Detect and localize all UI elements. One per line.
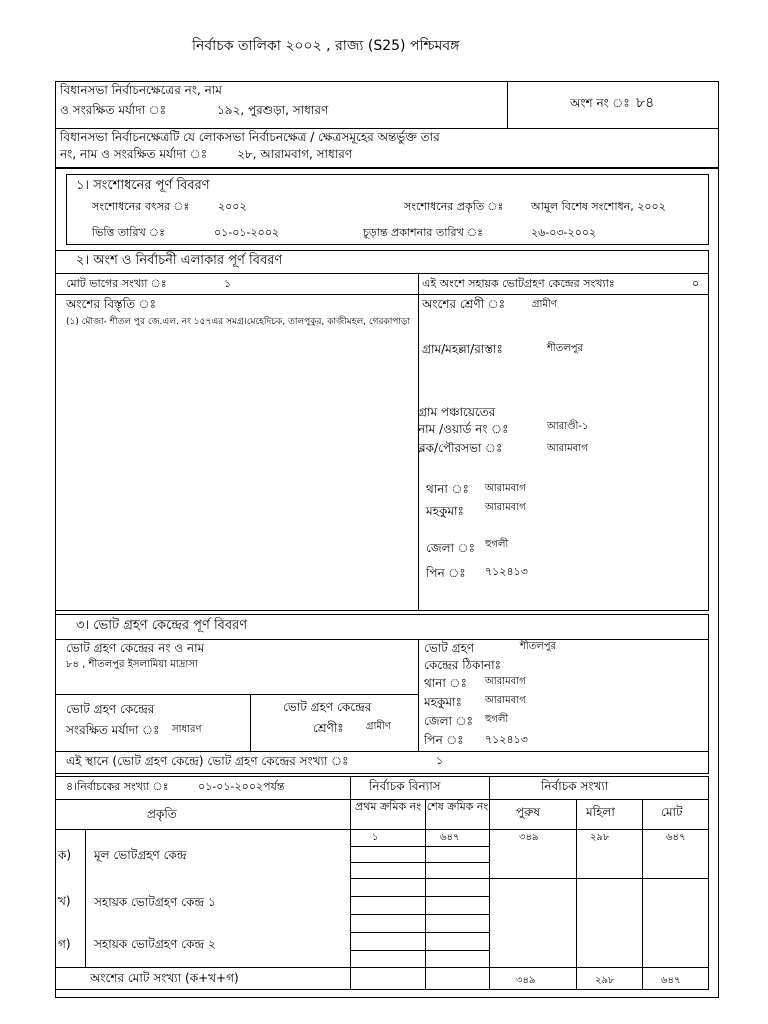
row-c-mark: গ) [58,937,71,951]
station-address-value: শীতলপুর [520,641,557,652]
section1-heading: ১। সংশোধনের পূর্ণ বিবরণ [76,178,210,193]
part-category-value: গ্রামীণ [532,299,557,310]
part-category-label: অংশের শ্রেণী ঃ [422,297,506,311]
station-count-value: ১ [436,754,444,767]
row-a-total: ৬৪৭ [666,832,686,843]
revision-year-value: ২০০২ [218,200,247,213]
electors-count-date: ০১-০১-২০০২পর্যন্ত [198,780,285,793]
section3-heading: ৩। ভোট গ্রহণ কেন্দ্রের পূর্ণ বিবরণ [76,618,248,633]
station-type-label-2: শ্রেণীঃ [313,721,344,735]
district-value: হুগলী [485,539,509,550]
assembly-label-2: ও সংরক্ষিত মর্যাদা ঃ [60,103,167,117]
part-number-label: অংশ নং ঃ [570,96,630,110]
count-header: নির্বাচক সংখ্যা [541,779,609,793]
subdivision-value: আরামবাগ [485,502,526,513]
station-pin-label: পিন ঃ [424,733,464,747]
block-label: ব্লক/পৌরসভা ঃ [418,441,503,455]
extent-label: অংশের বিস্তৃতি ঃ [66,297,157,311]
row-b-mark: খ) [58,894,71,908]
village-value: শীতলপুর [547,343,584,354]
station-district-value: হুগলী [485,714,509,725]
reserved-status-value: সাধারণ [172,724,202,735]
row-a-male: ৩৪৯ [519,832,539,843]
subdivision-label: মহকুমাঃ [426,504,464,518]
assembly-value: ১৯২, পুরশুড়া, সাধারণ [217,103,329,117]
station-address-label-2: কেন্দ্রের ঠিকানাঃ [424,658,501,672]
row-a-label: মূল ভোটগ্রহণ কেন্দ্র [94,848,187,862]
total-parts-label: মোট ভাগের সংখ্যা ঃ [66,277,167,290]
row-a-first: ১ [372,832,379,843]
aux-stations-label: এই অংশে সহায়ক ভোটগ্রহণ কেন্দ্রের সংখ্যাঃ [422,277,615,290]
block-value: আরামবাগ [547,443,588,454]
first-serial-header: প্রথম ক্রমিক নং [355,800,421,813]
female-header: মহিলা [586,805,615,819]
station-thana-value: আরামবাগ [485,676,526,687]
station-type-value: গ্রামীণ [366,721,391,732]
pin-label: পিন ঃ [426,566,466,580]
basis-date-label: ভিত্তি তারিখ ঃ [92,226,165,239]
row-c-label: সহায়ক ভোটগ্রহণ কেন্দ্র ২ [94,937,216,951]
aux-stations-value: ০ [692,277,700,290]
part-number-value: ৮৪ [636,95,655,111]
final-publication-value: ২৬-০৩-২০০২ [531,226,597,239]
section2-heading: ২। অংশ ও নির্বাচনী এলাকার পূর্ণ বিবরণ [76,253,283,268]
sum-label: অংশের মোট সংখ্যা (ক+খ+গ) [90,971,239,985]
row-a-last: ৬৪৭ [440,832,460,843]
male-header: পুরুষ [516,805,540,819]
station-address-label-1: ভোট গ্রহণ [424,641,475,655]
village-label: গ্রাম/মহল্লা/রাস্তাঃ [422,342,503,356]
sum-female: ২৯৮ [595,975,615,986]
station-pin-value: ৭১২৪১৩ [485,733,528,746]
reserved-status-label-2: সংরক্ষিত মর্যাদা ঃ [66,723,160,737]
station-type-label-1: ভোট গ্রহণ কেন্দ্রের [283,700,372,714]
thana-label: থানা ঃ [426,482,469,496]
station-thana-label: থানা ঃ [424,676,467,690]
total-header: মোট [661,805,683,819]
pin-value: ৭১২৪১৩ [485,565,528,578]
revision-nature-value: আমূল বিশেষ সংশোধন, ২০০২ [531,200,666,213]
parliament-label-1: বিধানসভা নির্বাচনক্ষেত্রটি যে লোকসভা নির্বাচনক্ষেত্র / ক্ষেত্রসমূহের অন্তর্ভুক্ত তার [60,130,440,144]
sum-male: ৩৪৯ [516,975,536,986]
parliament-value: ২৮, আরামবাগ, সাধারণ [237,147,353,161]
parliament-label-2: নং, নাম ও সংরক্ষিত মর্যাদা ঃ [60,147,208,161]
total-parts-value: ১ [224,277,232,290]
panchayat-label-2: নাম /ওয়ার্ড নং ঃ [418,422,509,436]
layout-header: নির্বাচক বিন্যাস [369,779,441,793]
row-a-female: ২৯৮ [590,832,610,843]
station-subdivision-value: আরামবাগ [485,695,526,706]
last-serial-header: শেষ ক্রমিক নং [426,800,489,813]
revision-year-label: সংশোধনের বৎসর ঃ [92,200,190,213]
station-count-label: এই স্থানে (ভোট গ্রহণ কেন্দ্রে) ভোট গ্রহণ কেন্দ্রের সংখ্যা ঃ [66,754,349,768]
electors-count-label: ৪।নির্বাচকের সংখ্যা ঃ [66,780,169,793]
revision-nature-label: সংশোধনের প্রকৃতি ঃ [404,200,504,213]
row-b-label: সহায়ক ভোটগ্রহণ কেন্দ্র ১ [94,895,216,909]
station-value: ৮৪ , শীতলপুর ইসলামিয়া মাদ্রাসা [66,659,198,670]
final-publication-label: চূড়ান্ত প্রকাশনার তারিখ ঃ [363,226,484,239]
station-label: ভোট গ্রহণ কেন্দ্রের নং ও নাম [66,641,205,655]
extent-value: (১) মৌজা- শীতল পুর জে.এল. নং ১৫৭এর সমগ্র।মেহেদিচক, তালপুকুর, কাজীমহল, গেরকাপাড়া [66,317,411,327]
basis-date-value: ০১-০১-২০০২ [214,226,280,239]
reserved-status-label-1: ভোট গ্রহণ কেন্দ্রের [66,702,155,716]
thana-value: আরামবাগ [485,483,526,494]
panchayat-value: আরাণ্ডী-১ [547,421,589,432]
row-a-mark: ক) [58,848,72,862]
assembly-label-1: বিধানসভা নির্বাচনক্ষেত্রের নং, নাম [60,83,222,97]
station-district-label: জেলা ঃ [424,714,473,728]
nature-header: প্রকৃতি [147,807,177,821]
sum-total: ৬৪৭ [661,975,681,986]
district-label: জেলা ঃ [426,541,475,555]
station-subdivision-label: মহকুমাঃ [424,695,462,709]
panchayat-label-1: গ্রাম পঞ্চায়েতের [418,405,496,419]
page-title: নির্বাচক তালিকা ২০০২ , রাজ্য (S25) পশ্চিমবঙ্গ [192,38,460,54]
